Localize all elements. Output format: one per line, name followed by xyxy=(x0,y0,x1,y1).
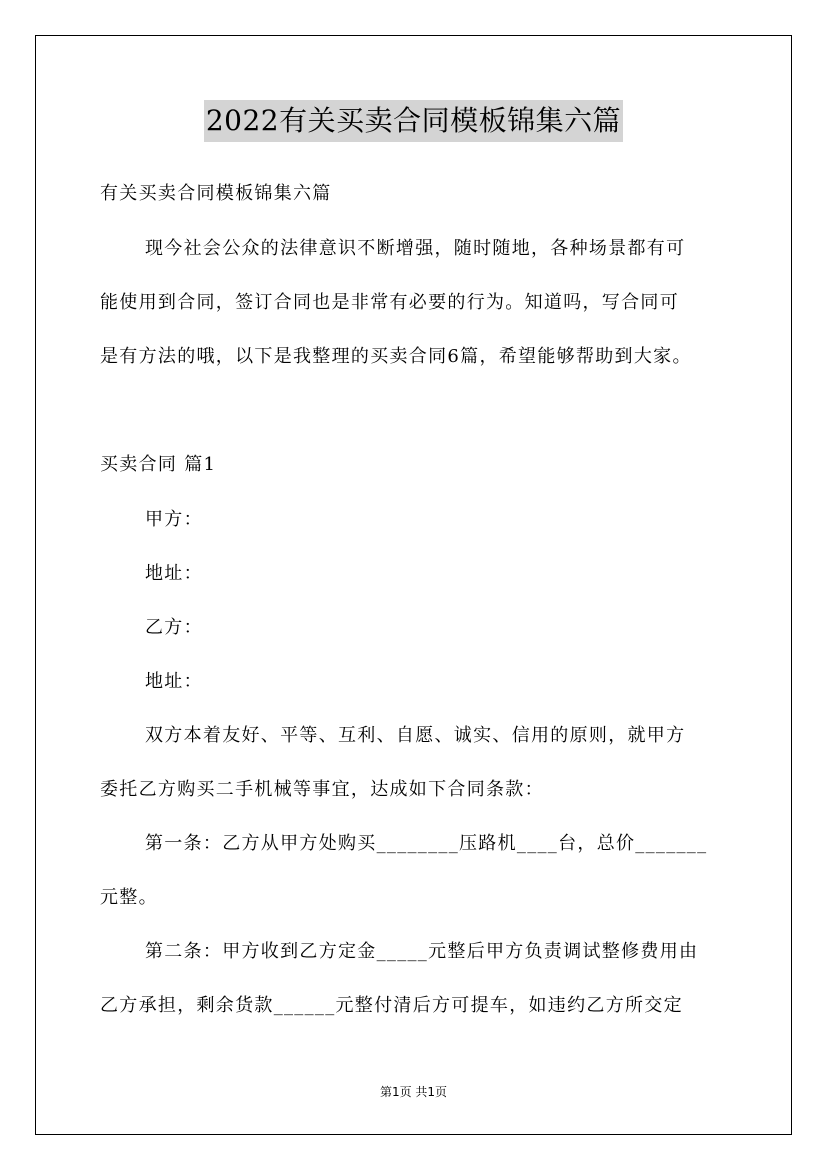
address-a-label: 地址： xyxy=(145,563,203,584)
clause-2-line-1: 第二条：甲方收到乙方定金_____元整后甲方负责调试整修费用由 xyxy=(145,941,699,962)
principle-line-2: 委托乙方购买二手机械等事宜，达成如下合同条款： xyxy=(100,779,544,800)
party-b-label: 乙方： xyxy=(145,617,203,638)
clause-1-line-2: 元整。 xyxy=(100,887,158,908)
document-title: 2022有关买卖合同模板锦集六篇 xyxy=(204,100,623,142)
intro-line-3: 是有方法的哦，以下是我整理的买卖合同6篇，希望能够帮助到大家。 xyxy=(100,346,692,367)
address-b-label: 地址： xyxy=(145,671,203,692)
clause-2-line-2: 乙方承担，剩余货款______元整付清后方可提车，如违约乙方所交定 xyxy=(100,995,683,1016)
clause-1-line-1: 第一条：乙方从甲方处购买________压路机____台，总价_______ xyxy=(145,833,708,854)
document-subtitle: 有关买卖合同模板锦集六篇 xyxy=(100,183,332,204)
principle-line-1: 双方本着友好、平等、互利、自愿、诚实、信用的原则，就甲方 xyxy=(145,725,686,746)
party-a-label: 甲方： xyxy=(145,509,203,530)
page-footer: 第1页 共1页 xyxy=(379,1085,448,1099)
intro-line-2: 能使用到合同，签订合同也是非常有必要的行为。知道吗，写合同可 xyxy=(100,292,679,313)
title-container xyxy=(0,100,827,142)
section-heading: 买卖合同 篇1 xyxy=(100,454,217,475)
intro-line-1: 现今社会公众的法律意识不断增强，随时随地，各种场景都有可 xyxy=(145,238,686,259)
